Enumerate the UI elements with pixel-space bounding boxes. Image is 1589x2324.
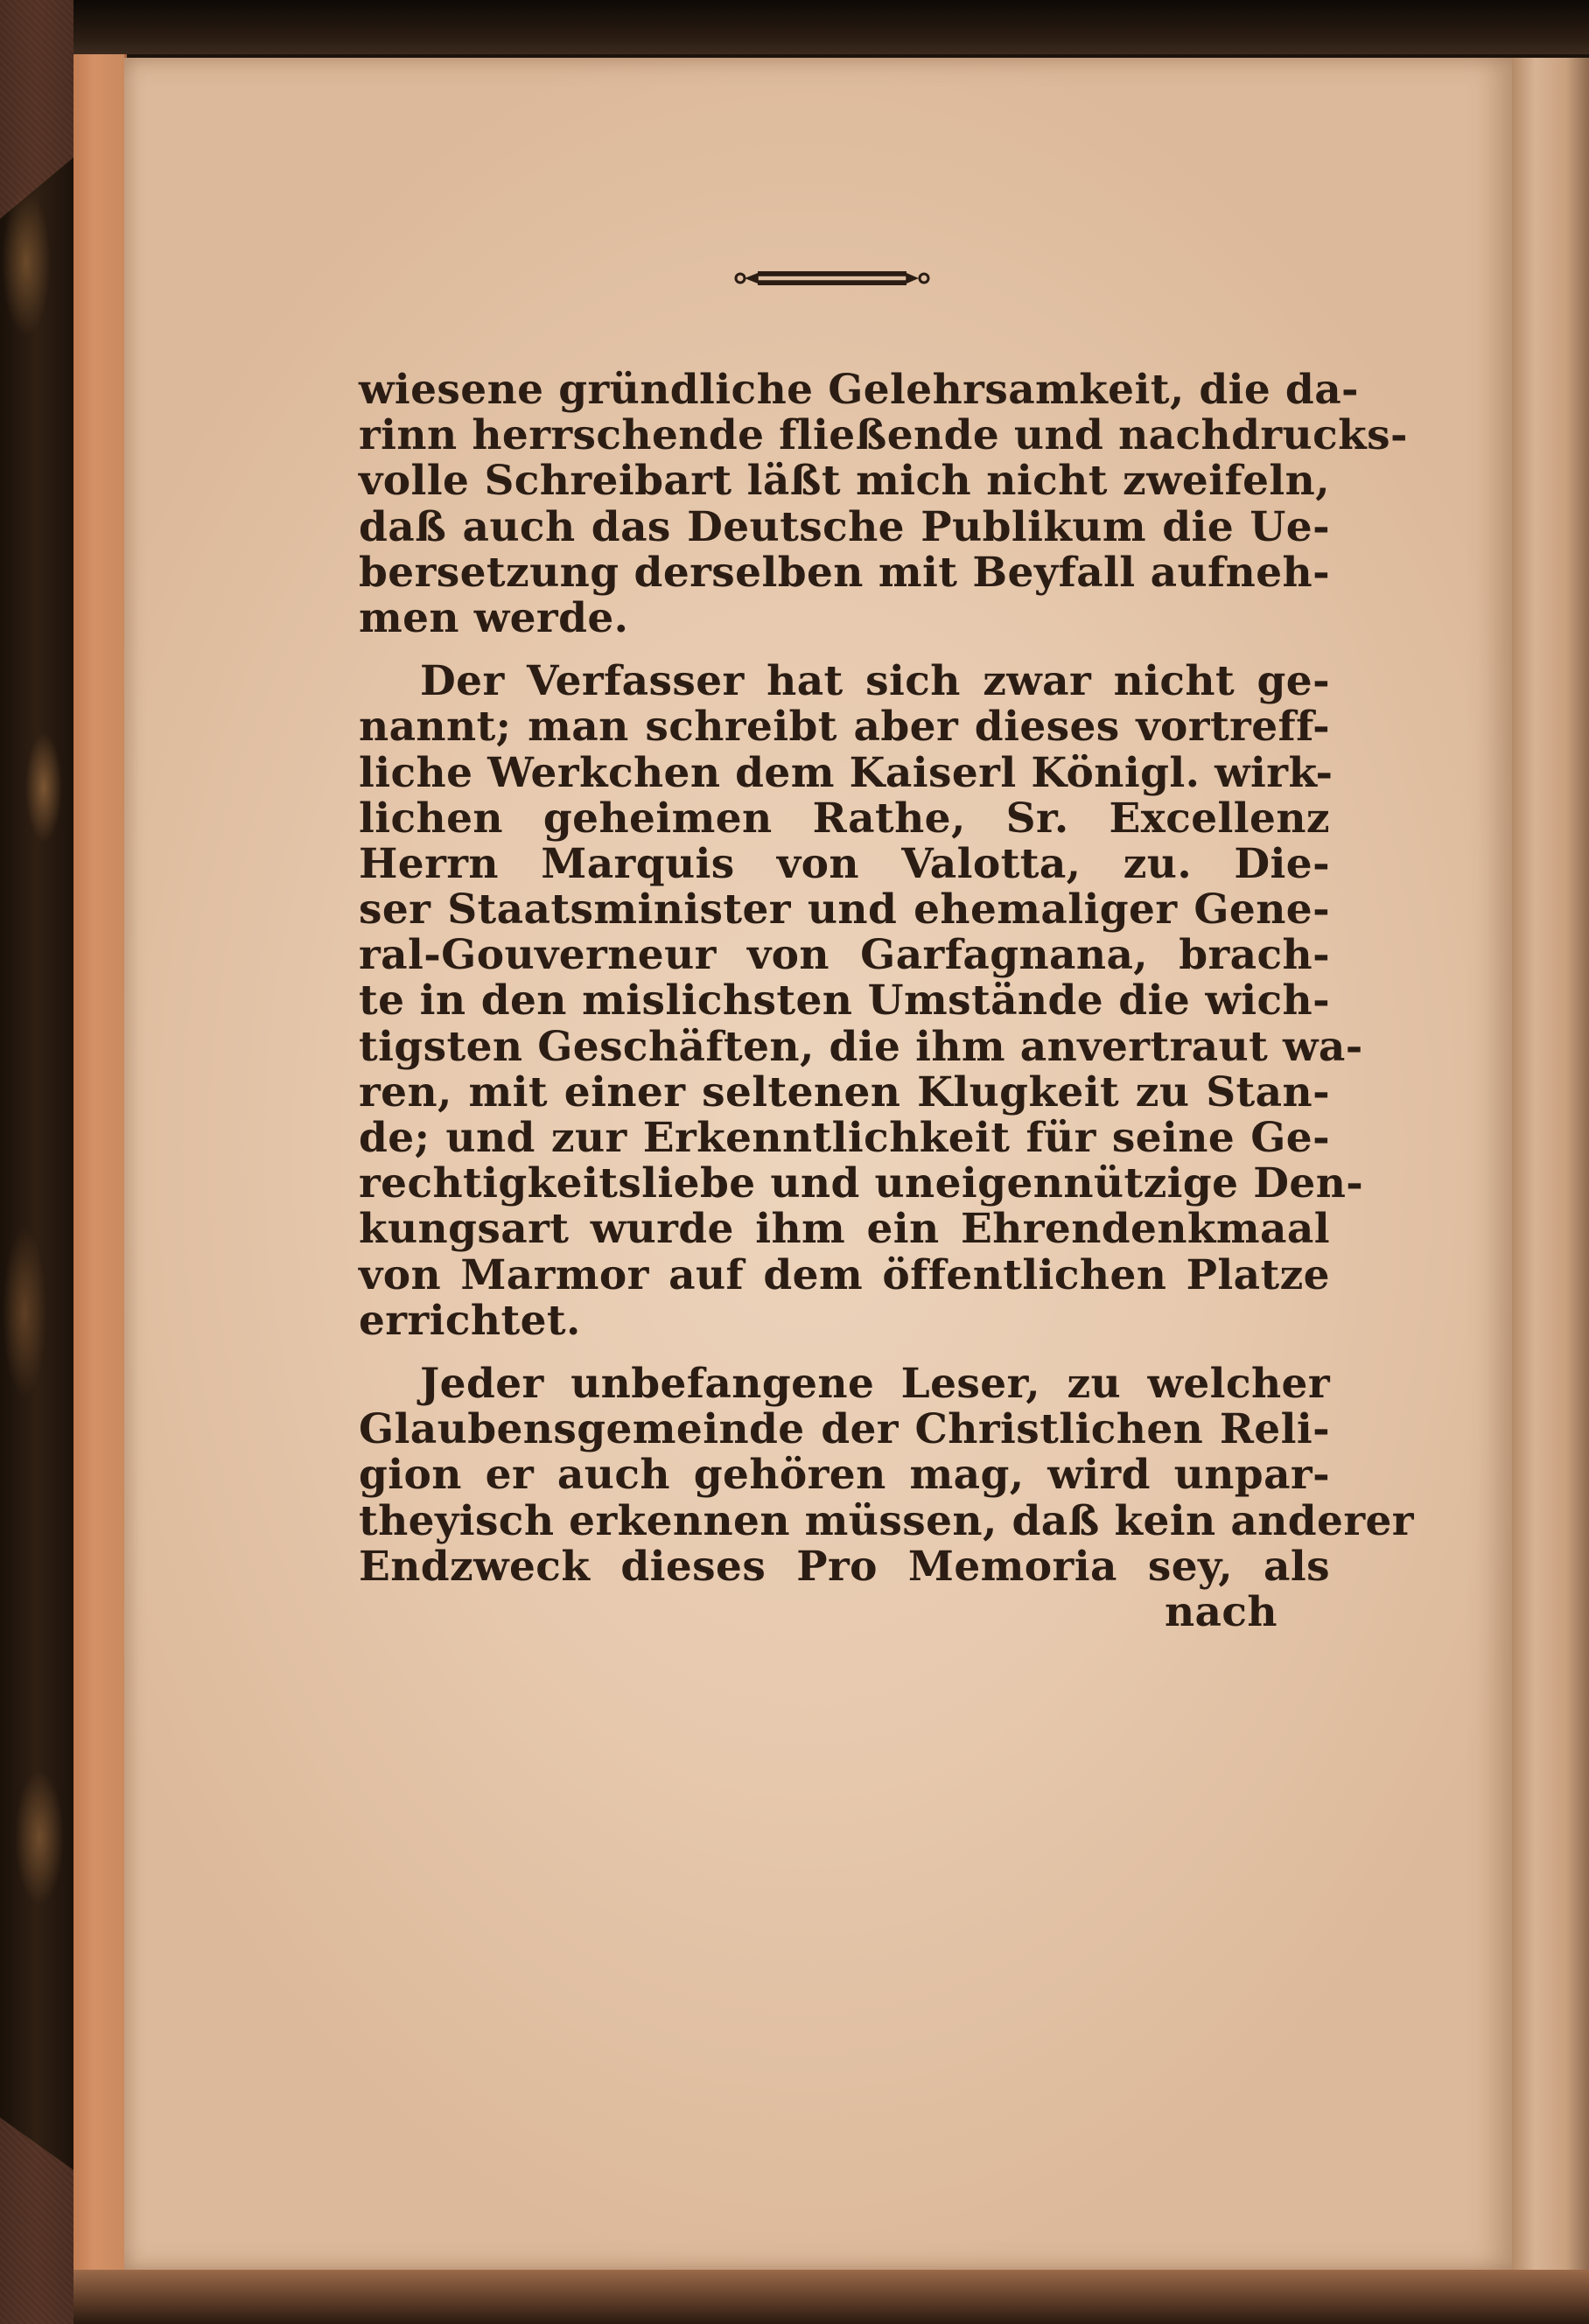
text-line: de; und zur Erkenntlichkeit für seine Ge- xyxy=(359,1114,1330,1162)
text-line: rechtigkeitsliebe und uneigennützige Den- xyxy=(359,1159,1364,1208)
text-line: Herrn Marquis von Valotta, zu. Die- xyxy=(359,839,1330,888)
next-page-gutter xyxy=(1512,58,1589,2324)
text-line: Der Verfasser hat sich zwar nicht ge- xyxy=(420,657,1330,706)
text-line: te in den mislichsten Umstände die wich- xyxy=(359,976,1330,1026)
text-line: Endzweck dieses Pro Memoria sey, als xyxy=(359,1542,1330,1591)
page-text xyxy=(359,366,1414,1636)
paragraph-2 xyxy=(359,657,1364,1345)
text-line: daß auch das Deutsche Publikum die Ue- xyxy=(359,502,1330,551)
text-line: gion er auch gehören mag, wird unpar- xyxy=(359,1451,1330,1500)
pastedown-edge xyxy=(74,54,127,2324)
text-line: lichen geheimen Rathe, Sr. Excellenz xyxy=(359,794,1330,843)
text-line: men werde. xyxy=(359,593,629,642)
marbled-cover-board xyxy=(0,0,74,2324)
text-line: rinn herrschende fließende und nachdrucks- xyxy=(359,411,1408,460)
ornament-rule-icon xyxy=(732,262,933,294)
text-line: von Marmor auf dem öffentlichen Platze xyxy=(359,1250,1330,1299)
text-line: Glaubensgemeinde der Christlichen Reli- xyxy=(359,1405,1330,1454)
text-line: liche Werkchen dem Kaiserl Königl. wirk- xyxy=(359,748,1334,797)
text-line: tigsten Geschäften, die ihm anvertraut wa- xyxy=(359,1022,1363,1071)
bottom-edge xyxy=(74,2270,1589,2324)
text-line: volle Schreibart läßt mich nicht zweifeln, xyxy=(359,457,1330,506)
text-line: Jeder unbefangene Leser, zu welcher xyxy=(420,1359,1330,1408)
text-line: ral-Gouverneur von Garfagnana, brach- xyxy=(359,931,1330,980)
top-shadow-strip xyxy=(0,0,1589,54)
text-line: kungsart wurde ihm ein Ehrendenkmaal xyxy=(359,1205,1330,1254)
text-line: wiesene gründliche Gelehrsamkeit, die da- xyxy=(359,366,1359,414)
paragraph-3 xyxy=(359,1359,1414,1591)
text-line: theyisch erkennen müssen, daß kein anderer xyxy=(359,1496,1414,1545)
paragraph-1 xyxy=(359,366,1408,642)
text-line: nannt; man schreibt aber dieses vortreff- xyxy=(359,703,1330,752)
text-line: ser Staatsminister und ehemaliger Gene- xyxy=(359,886,1330,934)
text-line: ren, mit einer seltenen Klugkeit zu Stan- xyxy=(359,1068,1330,1116)
text-line: errichtet. xyxy=(359,1296,581,1345)
catchword: nach xyxy=(1164,1587,1278,1636)
text-line: bersetzung derselben mit Beyfall aufneh- xyxy=(359,548,1330,597)
